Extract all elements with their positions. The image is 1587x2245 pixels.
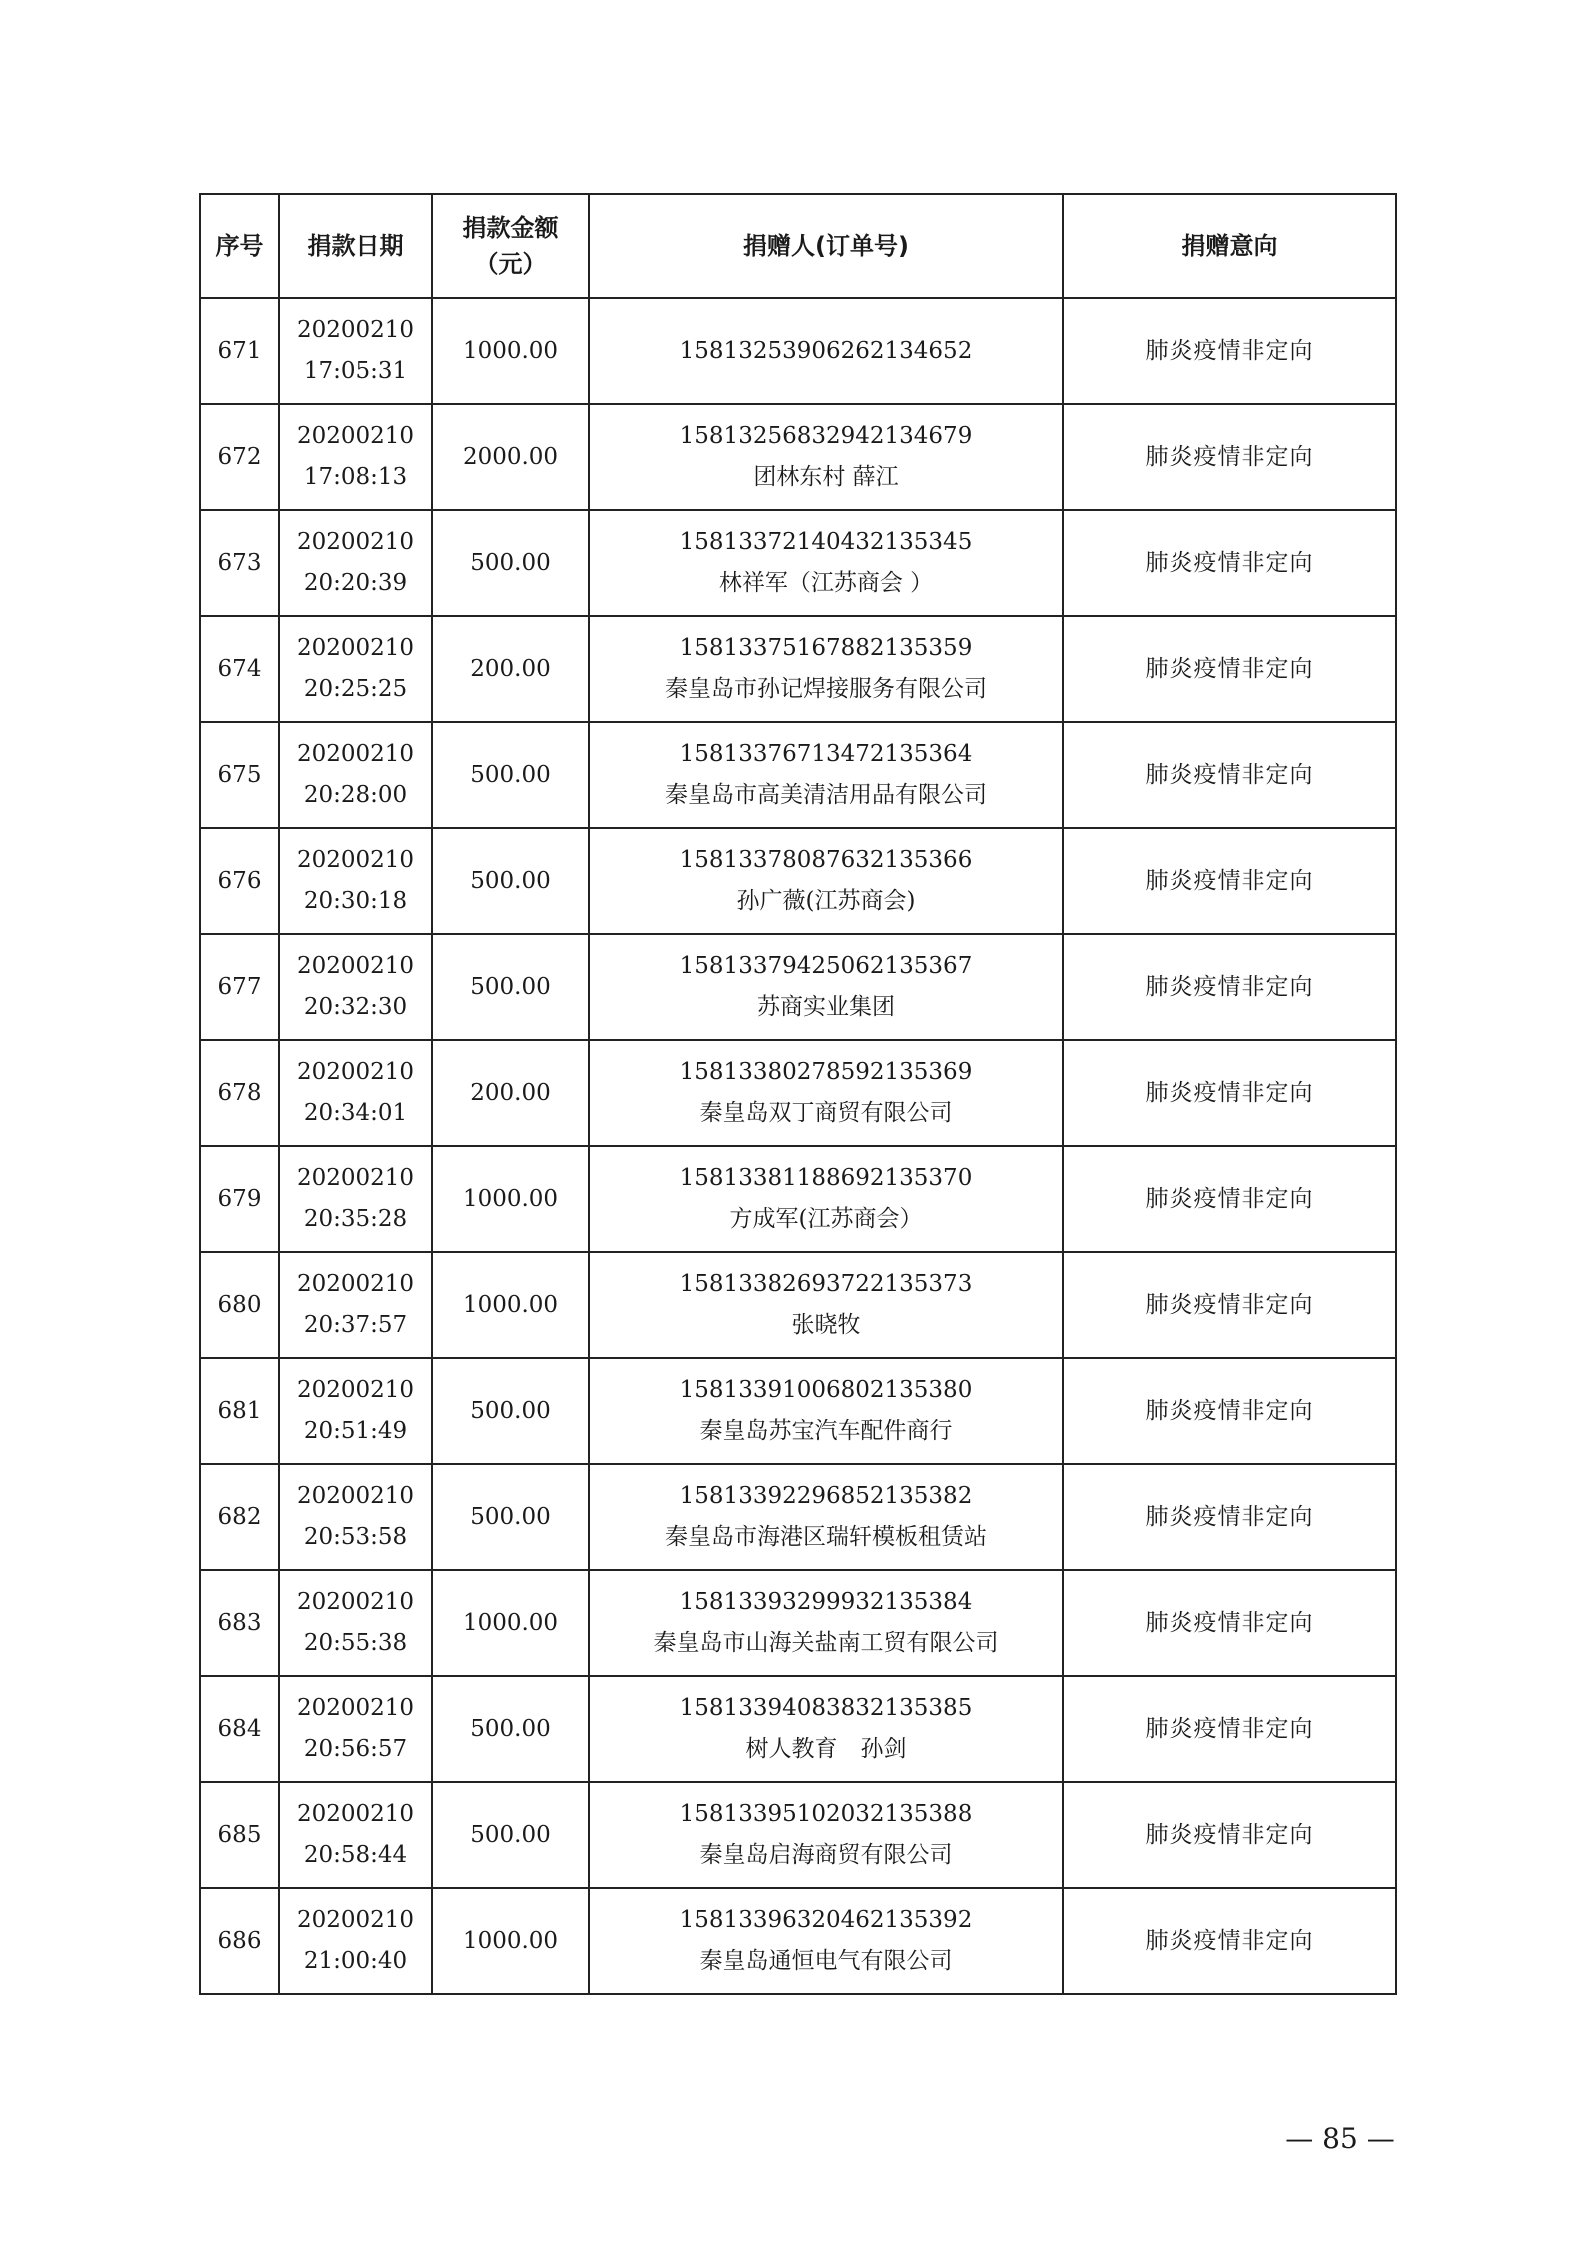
cell-donor-order: 15813253906262134652 bbox=[679, 337, 973, 364]
cell-donor-order: 15813396320462135392 bbox=[679, 1907, 973, 1933]
table-row bbox=[200, 1570, 1396, 1676]
cell-seq: 673 bbox=[200, 510, 279, 616]
cell-date-time: 17:05:31 bbox=[303, 358, 408, 384]
table-row bbox=[200, 1888, 1396, 1994]
cell-amount: 200.00 bbox=[432, 1040, 589, 1146]
cell-date-day: 20200210 bbox=[296, 1589, 415, 1615]
cell-donor-name: 秦皇岛市海港区瑞轩模板租赁站 bbox=[665, 1524, 987, 1550]
table-row bbox=[200, 1782, 1396, 1888]
cell-intent: 肺炎疫情非定向 bbox=[1063, 616, 1396, 722]
cell-donor-order: 15813382693722135373 bbox=[679, 1271, 973, 1297]
cell-donor-name: 孙广薇(江苏商会) bbox=[736, 888, 916, 914]
cell-donor bbox=[589, 722, 1063, 828]
cell-date-time: 20:58:44 bbox=[303, 1842, 408, 1868]
cell-date-day: 20200210 bbox=[296, 953, 415, 979]
cell-amount: 500.00 bbox=[432, 1782, 589, 1888]
cell-amount: 500.00 bbox=[432, 934, 589, 1040]
cell-amount: 500.00 bbox=[432, 1358, 589, 1464]
cell-date bbox=[279, 1464, 432, 1570]
cell-donor bbox=[589, 404, 1063, 510]
table-row bbox=[200, 404, 1396, 510]
cell-date-time: 20:37:57 bbox=[303, 1312, 408, 1338]
header-amount-line1: 捐款金额 bbox=[462, 214, 559, 242]
cell-date bbox=[279, 298, 432, 404]
cell-amount: 500.00 bbox=[432, 1676, 589, 1782]
cell-intent: 肺炎疫情非定向 bbox=[1063, 722, 1396, 828]
cell-intent: 肺炎疫情非定向 bbox=[1063, 1570, 1396, 1676]
cell-date bbox=[279, 1570, 432, 1676]
cell-donor-order: 15813380278592135369 bbox=[679, 1059, 973, 1085]
cell-donor-name: 秦皇岛市孙记焊接服务有限公司 bbox=[665, 676, 987, 702]
cell-date-day: 20200210 bbox=[296, 1059, 415, 1085]
cell-seq: 675 bbox=[200, 722, 279, 828]
cell-seq: 685 bbox=[200, 1782, 279, 1888]
cell-date-day: 20200210 bbox=[296, 1695, 415, 1721]
table-row bbox=[200, 298, 1396, 404]
cell-donor-name: 秦皇岛苏宝汽车配件商行 bbox=[699, 1418, 953, 1444]
cell-date bbox=[279, 1358, 432, 1464]
cell-amount: 200.00 bbox=[432, 616, 589, 722]
cell-date-day: 20200210 bbox=[296, 529, 415, 555]
cell-date bbox=[279, 1146, 432, 1252]
cell-donor bbox=[589, 1570, 1063, 1676]
cell-seq: 681 bbox=[200, 1358, 279, 1464]
cell-date-day: 20200210 bbox=[296, 741, 415, 767]
cell-date-time: 20:51:49 bbox=[303, 1418, 408, 1444]
cell-donor bbox=[589, 1040, 1063, 1146]
table-row bbox=[200, 1146, 1396, 1252]
cell-date-day: 20200210 bbox=[296, 1907, 415, 1933]
table-row bbox=[200, 1040, 1396, 1146]
cell-donor-name: 树人教育 孙剑 bbox=[745, 1736, 907, 1762]
cell-seq: 671 bbox=[200, 298, 279, 404]
donation-table bbox=[199, 193, 1397, 1995]
cell-donor-name: 秦皇岛启海商贸有限公司 bbox=[699, 1842, 953, 1868]
cell-date bbox=[279, 722, 432, 828]
cell-date-day: 20200210 bbox=[296, 1165, 415, 1191]
cell-date-day: 20200210 bbox=[296, 1483, 415, 1509]
cell-date bbox=[279, 934, 432, 1040]
cell-date bbox=[279, 1252, 432, 1358]
cell-intent: 肺炎疫情非定向 bbox=[1063, 1464, 1396, 1570]
cell-date-time: 20:35:28 bbox=[303, 1206, 408, 1232]
cell-date-time: 20:55:38 bbox=[303, 1630, 408, 1656]
cell-donor bbox=[589, 1146, 1063, 1252]
cell-date-time: 20:34:01 bbox=[303, 1100, 408, 1126]
cell-intent: 肺炎疫情非定向 bbox=[1063, 828, 1396, 934]
header-seq: 序号 bbox=[200, 194, 279, 298]
cell-donor-order: 15813381188692135370 bbox=[679, 1165, 973, 1191]
cell-intent: 肺炎疫情非定向 bbox=[1063, 298, 1396, 404]
cell-intent: 肺炎疫情非定向 bbox=[1063, 1252, 1396, 1358]
table-row bbox=[200, 616, 1396, 722]
cell-amount: 500.00 bbox=[432, 828, 589, 934]
cell-seq: 684 bbox=[200, 1676, 279, 1782]
cell-seq: 674 bbox=[200, 616, 279, 722]
cell-intent: 肺炎疫情非定向 bbox=[1063, 1782, 1396, 1888]
cell-donor bbox=[589, 510, 1063, 616]
table-row bbox=[200, 1464, 1396, 1570]
table-row bbox=[200, 1252, 1396, 1358]
cell-amount: 500.00 bbox=[432, 1464, 589, 1570]
cell-date bbox=[279, 404, 432, 510]
cell-donor-order: 15813372140432135345 bbox=[679, 529, 973, 555]
cell-intent: 肺炎疫情非定向 bbox=[1063, 510, 1396, 616]
cell-donor bbox=[589, 934, 1063, 1040]
cell-date-time: 20:25:25 bbox=[303, 676, 408, 702]
cell-date-time: 20:56:57 bbox=[303, 1736, 408, 1762]
cell-donor-order: 15813379425062135367 bbox=[679, 953, 973, 979]
cell-seq: 679 bbox=[200, 1146, 279, 1252]
cell-donor-name: 秦皇岛通恒电气有限公司 bbox=[699, 1948, 953, 1974]
cell-intent: 肺炎疫情非定向 bbox=[1063, 404, 1396, 510]
cell-date-time: 20:30:18 bbox=[303, 888, 408, 914]
cell-intent: 肺炎疫情非定向 bbox=[1063, 934, 1396, 1040]
page-number: — 85 — bbox=[1285, 2122, 1395, 2155]
cell-donor bbox=[589, 1358, 1063, 1464]
cell-date-time: 20:28:00 bbox=[303, 782, 408, 808]
header-amount bbox=[432, 194, 589, 298]
table-row bbox=[200, 1676, 1396, 1782]
header-date: 捐款日期 bbox=[279, 194, 432, 298]
cell-donor bbox=[589, 828, 1063, 934]
cell-date-day: 20200210 bbox=[296, 847, 415, 873]
cell-intent: 肺炎疫情非定向 bbox=[1063, 1676, 1396, 1782]
cell-amount: 500.00 bbox=[432, 722, 589, 828]
cell-intent: 肺炎疫情非定向 bbox=[1063, 1888, 1396, 1994]
cell-donor-order: 15813392296852135382 bbox=[679, 1483, 973, 1509]
table-row bbox=[200, 1358, 1396, 1464]
cell-donor-order: 15813394083832135385 bbox=[679, 1695, 973, 1721]
cell-date bbox=[279, 616, 432, 722]
cell-amount: 1000.00 bbox=[432, 1888, 589, 1994]
cell-date-day: 20200210 bbox=[296, 423, 415, 449]
cell-donor-name: 林祥军（江苏商会 ） bbox=[718, 570, 934, 596]
cell-amount: 1000.00 bbox=[432, 1570, 589, 1676]
cell-date-time: 21:00:40 bbox=[303, 1948, 408, 1974]
cell-date-time: 20:20:39 bbox=[303, 570, 408, 596]
cell-intent: 肺炎疫情非定向 bbox=[1063, 1146, 1396, 1252]
cell-seq: 676 bbox=[200, 828, 279, 934]
cell-seq: 678 bbox=[200, 1040, 279, 1146]
cell-donor bbox=[589, 1464, 1063, 1570]
cell-donor bbox=[589, 1888, 1063, 1994]
cell-amount: 1000.00 bbox=[432, 1252, 589, 1358]
cell-donor-name: 秦皇岛双丁商贸有限公司 bbox=[699, 1100, 953, 1126]
cell-donor-name: 秦皇岛市高美清洁用品有限公司 bbox=[665, 782, 987, 808]
header-donor: 捐赠人(订单号) bbox=[589, 194, 1063, 298]
cell-seq: 683 bbox=[200, 1570, 279, 1676]
cell-date bbox=[279, 1782, 432, 1888]
cell-intent: 肺炎疫情非定向 bbox=[1063, 1040, 1396, 1146]
cell-donor-name: 秦皇岛市山海关盐南工贸有限公司 bbox=[653, 1630, 999, 1656]
header-intent: 捐赠意向 bbox=[1063, 194, 1396, 298]
cell-date bbox=[279, 828, 432, 934]
cell-date-time: 20:53:58 bbox=[303, 1524, 408, 1550]
cell-amount: 1000.00 bbox=[432, 298, 589, 404]
cell-donor-name: 团林东村 薛江 bbox=[753, 464, 899, 490]
cell-donor-name: 苏商实业集团 bbox=[757, 994, 895, 1020]
cell-seq: 686 bbox=[200, 1888, 279, 1994]
cell-amount: 500.00 bbox=[432, 510, 589, 616]
cell-donor-order: 15813375167882135359 bbox=[679, 635, 973, 661]
table-row bbox=[200, 510, 1396, 616]
cell-date-time: 17:08:13 bbox=[303, 464, 408, 490]
cell-donor bbox=[589, 616, 1063, 722]
cell-donor bbox=[589, 1252, 1063, 1358]
cell-donor-order: 15813378087632135366 bbox=[679, 847, 973, 873]
table-row bbox=[200, 828, 1396, 934]
cell-seq: 672 bbox=[200, 404, 279, 510]
cell-seq: 682 bbox=[200, 1464, 279, 1570]
cell-date bbox=[279, 1040, 432, 1146]
cell-date-day: 20200210 bbox=[296, 1271, 415, 1297]
table-header-row bbox=[200, 194, 1396, 298]
cell-date-day: 20200210 bbox=[296, 635, 415, 661]
cell-seq: 680 bbox=[200, 1252, 279, 1358]
table-row bbox=[200, 722, 1396, 828]
cell-date bbox=[279, 1888, 432, 1994]
cell-donor bbox=[589, 298, 1063, 404]
cell-date bbox=[279, 510, 432, 616]
cell-donor-name: 张晓牧 bbox=[791, 1312, 861, 1338]
cell-date-day: 20200210 bbox=[296, 1377, 415, 1403]
header-amount-line2: （元） bbox=[474, 250, 547, 278]
cell-date bbox=[279, 1676, 432, 1782]
cell-amount: 1000.00 bbox=[432, 1146, 589, 1252]
cell-donor bbox=[589, 1676, 1063, 1782]
cell-intent: 肺炎疫情非定向 bbox=[1063, 1358, 1396, 1464]
cell-donor-order: 15813256832942134679 bbox=[679, 423, 973, 449]
table-row bbox=[200, 934, 1396, 1040]
cell-donor bbox=[589, 1782, 1063, 1888]
cell-date-time: 20:32:30 bbox=[303, 994, 408, 1020]
cell-donor-order: 15813391006802135380 bbox=[679, 1377, 973, 1403]
table-body bbox=[200, 298, 1396, 1994]
cell-donor-order: 15813376713472135364 bbox=[679, 741, 973, 767]
cell-donor-order: 15813393299932135384 bbox=[679, 1589, 973, 1615]
cell-date-day: 20200210 bbox=[296, 1801, 415, 1827]
cell-donor-name: 方成军(江苏商会） bbox=[729, 1206, 923, 1232]
cell-date-day: 20200210 bbox=[296, 317, 415, 343]
cell-donor-order: 15813395102032135388 bbox=[679, 1801, 973, 1827]
cell-seq: 677 bbox=[200, 934, 279, 1040]
cell-amount: 2000.00 bbox=[432, 404, 589, 510]
